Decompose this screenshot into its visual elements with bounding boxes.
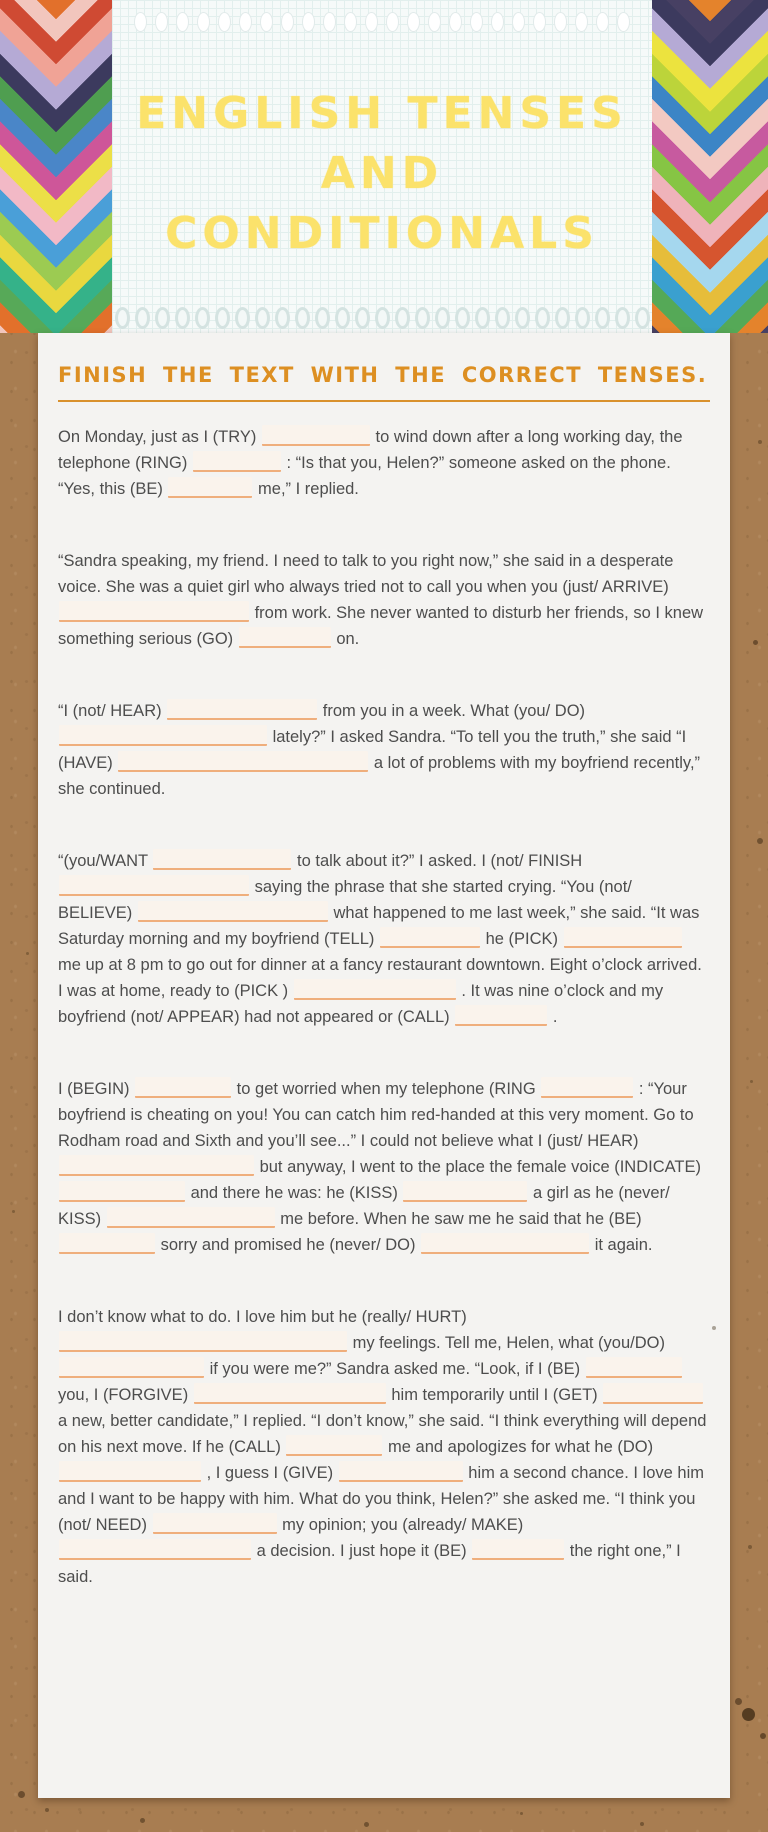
answer-blank[interactable] bbox=[421, 1233, 589, 1254]
paragraph bbox=[58, 548, 710, 652]
binding-hole-icon bbox=[239, 12, 252, 32]
paragraph-text: a decision. I just hope it (BE) bbox=[252, 1542, 472, 1560]
paper-speckle bbox=[760, 1733, 766, 1739]
binding-hole-icon bbox=[595, 307, 610, 329]
binding-hole-icon bbox=[535, 307, 550, 329]
paper-speckle bbox=[12, 1210, 15, 1213]
answer-blank[interactable] bbox=[294, 979, 456, 1000]
binding-hole-icon bbox=[395, 307, 410, 329]
paper-speckle bbox=[750, 1080, 753, 1083]
paragraph bbox=[58, 698, 710, 802]
paragraph-text: and there he was: he (KISS) bbox=[186, 1184, 403, 1202]
binding-hole-icon bbox=[428, 12, 441, 32]
binding-hole-icon bbox=[315, 307, 330, 329]
paragraph-text: from work. She never wanted to disturb her friends, so I knew something serious (GO) bbox=[58, 604, 704, 648]
binding-holes-row-bottom bbox=[112, 307, 652, 329]
paper-speckle bbox=[757, 838, 763, 844]
paragraph-text: my feelings. Tell me, Helen, what (you/DO) bbox=[348, 1334, 665, 1352]
chevron-stripe-half bbox=[56, 0, 112, 333]
paragraph-text: he (PICK) bbox=[481, 930, 563, 948]
answer-blank[interactable] bbox=[286, 1435, 382, 1456]
binding-hole-icon bbox=[435, 307, 450, 329]
paper-speckle bbox=[26, 952, 29, 955]
answer-blank[interactable] bbox=[59, 601, 249, 622]
binding-hole-icon bbox=[115, 307, 130, 329]
answer-blank[interactable] bbox=[586, 1357, 682, 1378]
answer-blank[interactable] bbox=[262, 425, 370, 446]
binding-hole-icon bbox=[470, 12, 483, 32]
paper-speckle bbox=[364, 1822, 369, 1827]
paragraph-text: to get worried when my telephone (RING bbox=[232, 1080, 541, 1098]
paragraph-text: to talk about it?” I asked. I (not/ FINISH bbox=[292, 852, 583, 870]
binding-holes-row-top bbox=[112, 12, 652, 32]
binding-hole-icon bbox=[134, 12, 147, 32]
worksheet-header bbox=[0, 0, 768, 333]
binding-hole-icon bbox=[255, 307, 270, 329]
binding-hole-icon bbox=[295, 307, 310, 329]
answer-blank[interactable] bbox=[138, 901, 328, 922]
binding-hole-icon bbox=[455, 307, 470, 329]
paragraph-text: : “Is that you, Helen?” someone asked on the phone. “Yes, this (BE) bbox=[58, 454, 671, 498]
answer-blank[interactable] bbox=[239, 627, 331, 648]
binding-hole-icon bbox=[475, 307, 490, 329]
worksheet-card bbox=[38, 333, 730, 1798]
paragraph-text: “I (not/ HEAR) bbox=[58, 702, 167, 720]
binding-hole-icon bbox=[407, 12, 420, 32]
paragraph-text: a girl as he (never/ KISS) bbox=[58, 1184, 670, 1228]
answer-blank[interactable] bbox=[153, 849, 291, 870]
binding-hole-icon bbox=[575, 307, 590, 329]
answer-blank[interactable] bbox=[59, 1331, 347, 1352]
paper-speckle bbox=[18, 1791, 25, 1798]
answer-blank[interactable] bbox=[541, 1077, 633, 1098]
binding-hole-icon bbox=[386, 12, 399, 32]
binding-hole-icon bbox=[175, 307, 190, 329]
paragraph-text: to wind down after a long working day, the telephone (RING) bbox=[58, 428, 683, 472]
paragraph-text: if you were me?” Sandra asked me. “Look, if I (BE) bbox=[205, 1360, 585, 1378]
paragraph-text: a new, better candidate,” I replied. “I don’t know,” she said. “I think everything will depend on his next move. If he (CALL) bbox=[58, 1412, 707, 1456]
binding-hole-icon bbox=[155, 12, 168, 32]
binding-hole-icon bbox=[135, 307, 150, 329]
paragraph-text: . bbox=[548, 1008, 558, 1026]
paragraph-text: I (BEGIN) bbox=[58, 1080, 135, 1098]
paragraph-text: me and apologizes for what he (DO) bbox=[383, 1438, 654, 1456]
paragraph-text: On Monday, just as I (TRY) bbox=[58, 428, 261, 446]
paragraph-text: saying the phrase that she started crying. “You (not/ BELIEVE) bbox=[58, 878, 632, 922]
answer-blank[interactable] bbox=[168, 477, 252, 498]
paragraph-text: : “Your boyfriend is cheating on you! You can catch him red-handed at this very moment. Go to Rodham road and Sixth and you’ll see...” I could not believe what I (just/ HEAR) bbox=[58, 1080, 694, 1150]
paper-speckle bbox=[735, 1698, 742, 1705]
paper-speckle bbox=[140, 1818, 145, 1823]
answer-blank[interactable] bbox=[59, 875, 249, 896]
binding-hole-icon bbox=[355, 307, 370, 329]
binding-hole-icon bbox=[260, 12, 273, 32]
answer-blank[interactable] bbox=[167, 699, 317, 720]
paragraph bbox=[58, 1304, 710, 1590]
paragraph-text: you, I (FORGIVE) bbox=[58, 1386, 193, 1404]
answer-blank[interactable] bbox=[59, 1155, 254, 1176]
binding-hole-icon bbox=[512, 12, 525, 32]
paragraph-text: him a second chance. I love him and I want to be happy with him. What do you think, Helen?” she asked me. “I think you (not/ NEED) bbox=[58, 1464, 705, 1534]
binding-hole-icon bbox=[491, 12, 504, 32]
binding-hole-icon bbox=[415, 307, 430, 329]
paragraph-text: my opinion; you (already/ MAKE) bbox=[277, 1516, 524, 1534]
answer-blank[interactable] bbox=[193, 451, 281, 472]
answer-blank[interactable] bbox=[59, 1233, 155, 1254]
paragraph-text: it again. bbox=[590, 1236, 653, 1254]
paragraph-container bbox=[58, 424, 710, 1590]
binding-hole-icon bbox=[515, 307, 530, 329]
worksheet-title-line1: ENGLISH TENSES AND bbox=[136, 88, 628, 199]
worksheet-title bbox=[112, 84, 652, 264]
paragraph-text: . It was nine o’clock and my boyfriend (not/ APPEAR) had not appeared or (CALL) bbox=[58, 982, 664, 1026]
paragraph-text: a lot of problems with my boyfriend recently,” she continued. bbox=[58, 754, 701, 798]
binding-hole-icon bbox=[218, 12, 231, 32]
paragraph-text: the right one,” I said. bbox=[58, 1542, 681, 1586]
binding-hole-icon bbox=[323, 12, 336, 32]
chevron-decoration-left-icon bbox=[0, 0, 112, 333]
binding-hole-icon bbox=[344, 12, 357, 32]
binding-hole-icon bbox=[197, 12, 210, 32]
chevron-stripe-half bbox=[0, 0, 56, 333]
paragraph-text: sorry and promised he (never/ DO) bbox=[156, 1236, 421, 1254]
binding-hole-icon bbox=[215, 307, 230, 329]
answer-blank[interactable] bbox=[59, 1181, 185, 1202]
binding-hole-icon bbox=[554, 12, 567, 32]
paper-speckle bbox=[742, 1708, 755, 1721]
answer-blank[interactable] bbox=[59, 1539, 251, 1560]
binding-hole-icon bbox=[635, 307, 650, 329]
binding-hole-icon bbox=[302, 12, 315, 32]
paper-speckle bbox=[520, 1812, 523, 1815]
paragraph-text: him temporarily until I (GET) bbox=[386, 1386, 603, 1404]
paragraph-text: from you in a week. What (you/ DO) bbox=[318, 702, 586, 720]
answer-blank[interactable] bbox=[472, 1539, 564, 1560]
answer-blank[interactable] bbox=[603, 1383, 703, 1404]
paragraph-text: lately?” I asked Sandra. “To tell you the truth,” she said “I (HAVE) bbox=[58, 728, 687, 772]
answer-blank[interactable] bbox=[153, 1513, 277, 1534]
paper-speckle bbox=[712, 1326, 716, 1330]
answer-blank[interactable] bbox=[135, 1077, 231, 1098]
paragraph-text: I don’t know what to do. I love him but he (really/ HURT) bbox=[58, 1308, 467, 1326]
paragraph-text: on. bbox=[331, 630, 360, 648]
paragraph-text: , I guess I (GIVE) bbox=[202, 1464, 338, 1482]
binding-hole-icon bbox=[615, 307, 630, 329]
answer-blank[interactable] bbox=[403, 1181, 527, 1202]
paragraph bbox=[58, 1076, 710, 1258]
worksheet-title-line2: CONDITIONALS bbox=[165, 208, 599, 259]
answer-blank[interactable] bbox=[194, 1383, 386, 1404]
paper-speckle bbox=[748, 1545, 752, 1549]
binding-hole-icon bbox=[533, 12, 546, 32]
binding-hole-icon bbox=[575, 12, 588, 32]
paragraph-text: “(you/WANT bbox=[58, 852, 153, 870]
binding-hole-icon bbox=[596, 12, 609, 32]
answer-blank[interactable] bbox=[564, 927, 682, 948]
binding-hole-icon bbox=[275, 307, 290, 329]
binding-hole-icon bbox=[195, 307, 210, 329]
binding-hole-icon bbox=[235, 307, 250, 329]
paragraph-text: me before. When he saw me he said that he (BE) bbox=[275, 1210, 642, 1228]
chevron-decoration-right-icon bbox=[652, 0, 768, 333]
chevron-stripe-half bbox=[710, 0, 768, 333]
paragraph-text: me up at 8 pm to go out for dinner at a fancy restaurant downtown. Eight o’clock arrived. I was at home, ready to (PICK ) bbox=[58, 956, 702, 1000]
paper-speckle bbox=[640, 1822, 644, 1826]
binding-hole-icon bbox=[365, 12, 378, 32]
binding-hole-icon bbox=[176, 12, 189, 32]
answer-blank[interactable] bbox=[118, 751, 368, 772]
binding-hole-icon bbox=[449, 12, 462, 32]
answer-blank[interactable] bbox=[380, 927, 480, 948]
answer-blank[interactable] bbox=[455, 1005, 547, 1026]
paper-speckle bbox=[758, 440, 762, 444]
binding-hole-icon bbox=[495, 307, 510, 329]
binding-hole-icon bbox=[335, 307, 350, 329]
paragraph-text: but anyway, I went to the place the female voice (INDICATE) bbox=[255, 1158, 701, 1176]
answer-blank[interactable] bbox=[107, 1207, 275, 1228]
paragraph bbox=[58, 848, 710, 1030]
paper-speckle bbox=[45, 1808, 49, 1812]
paragraph-text: what happened to me last week,” she said. “It was Saturday morning and my boyfriend (TELL) bbox=[58, 904, 700, 948]
paragraph-text: “Sandra speaking, my friend. I need to talk to you right now,” she said in a desperate voice. She was a quiet girl who always tried not to call you when you (just/ ARRIVE) bbox=[58, 552, 674, 596]
paper-speckle bbox=[753, 640, 758, 645]
answer-blank[interactable] bbox=[59, 725, 267, 746]
task-heading: FINISH THE TEXT WITH THE CORRECT TENSES. bbox=[58, 363, 710, 402]
binding-hole-icon bbox=[155, 307, 170, 329]
answer-blank[interactable] bbox=[59, 1357, 204, 1378]
graph-paper-panel bbox=[112, 0, 652, 333]
paragraph-text: me,” I replied. bbox=[253, 480, 359, 498]
binding-hole-icon bbox=[375, 307, 390, 329]
answer-blank[interactable] bbox=[59, 1461, 201, 1482]
paragraph bbox=[58, 424, 710, 502]
binding-hole-icon bbox=[281, 12, 294, 32]
binding-hole-icon bbox=[555, 307, 570, 329]
binding-hole-icon bbox=[617, 12, 630, 32]
chevron-stripe-half bbox=[652, 0, 710, 333]
answer-blank[interactable] bbox=[339, 1461, 463, 1482]
